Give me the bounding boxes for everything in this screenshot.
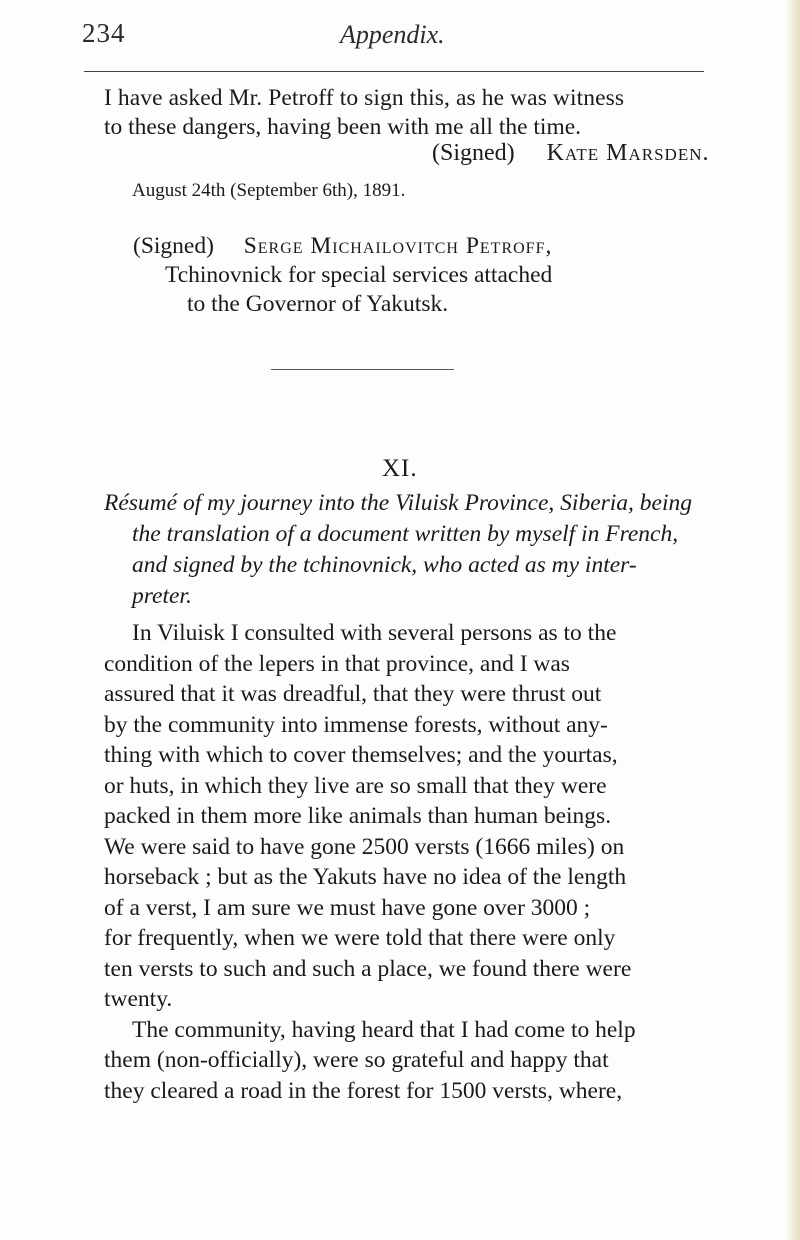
- body-line: In Viluisk I consulted with several persons as to the: [132, 620, 617, 646]
- signer-name: Serge Michailovitch Petroff,: [243, 233, 553, 259]
- body-line: packed in them more like animals than human beings.: [104, 803, 612, 829]
- resume-line: the translation of a document written by myself in French,: [132, 521, 679, 547]
- signature-line: [133, 232, 552, 261]
- letter-paragraph: [104, 84, 704, 142]
- body-line: for frequently, when we were told that there were only: [104, 925, 616, 951]
- body-line: ten versts to such and such a place, we found there were: [104, 955, 632, 982]
- body-line: thing with which to cover themselves; and the yourtas,: [104, 742, 618, 768]
- body-line: them (non-officially), were so grateful and happy that: [104, 1047, 609, 1073]
- text-line: to these dangers, having been with me all the time.: [104, 114, 582, 140]
- resume-line: and signed by the tchinovnick, who acted as my inter-: [132, 552, 637, 578]
- body-paragraphs: [104, 618, 724, 1106]
- section-divider: [271, 369, 454, 370]
- letter-date: August 24th (September 6th), 1891.: [132, 180, 406, 201]
- body-line: condition of the lepers in that province, and I was: [104, 650, 570, 677]
- header-rule: [84, 71, 704, 72]
- page-edge-shadow: [786, 0, 800, 1240]
- signer-title-line: to the Governor of Yakutsk.: [187, 291, 449, 317]
- signed-label: (Signed): [432, 140, 515, 166]
- signature-petroff: [133, 232, 552, 319]
- body-line: of a verst, I am sure we must have gone over 3000 ;: [104, 894, 591, 921]
- signer-name: Kate Marsden.: [546, 140, 710, 166]
- signer-title-line: Tchinovnick for special services attached: [165, 262, 553, 288]
- body-line: they cleared a road in the forest for 1500 versts, where,: [104, 1077, 623, 1104]
- body-line: horseback ; but as the Yakuts have no idea of the length: [104, 864, 627, 890]
- running-title: Appendix.: [340, 20, 445, 49]
- resume-line: preter.: [132, 583, 192, 609]
- text-line: I have asked Mr. Petroff to sign this, as he was witness: [104, 85, 625, 111]
- body-line: assured that it was dreadful, that they were thrust out: [104, 681, 602, 707]
- body-line: We were said to have gone 2500 versts (1666 miles) on: [104, 833, 625, 860]
- page-number: 234: [82, 18, 126, 48]
- body-line: twenty.: [104, 986, 173, 1012]
- body-line: or huts, in which they live are so small that they were: [104, 772, 607, 799]
- signed-label: (Signed): [133, 233, 214, 259]
- body-line: The community, having heard that I had come to help: [132, 1016, 636, 1043]
- resume-line: Résumé of my journey into the Viluisk Province, Siberia, being: [104, 490, 693, 516]
- signature-kate: [432, 140, 710, 167]
- section-number: XI.: [382, 455, 418, 482]
- body-line: by the community into immense forests, without any-: [104, 711, 608, 738]
- section-resume: [104, 488, 724, 612]
